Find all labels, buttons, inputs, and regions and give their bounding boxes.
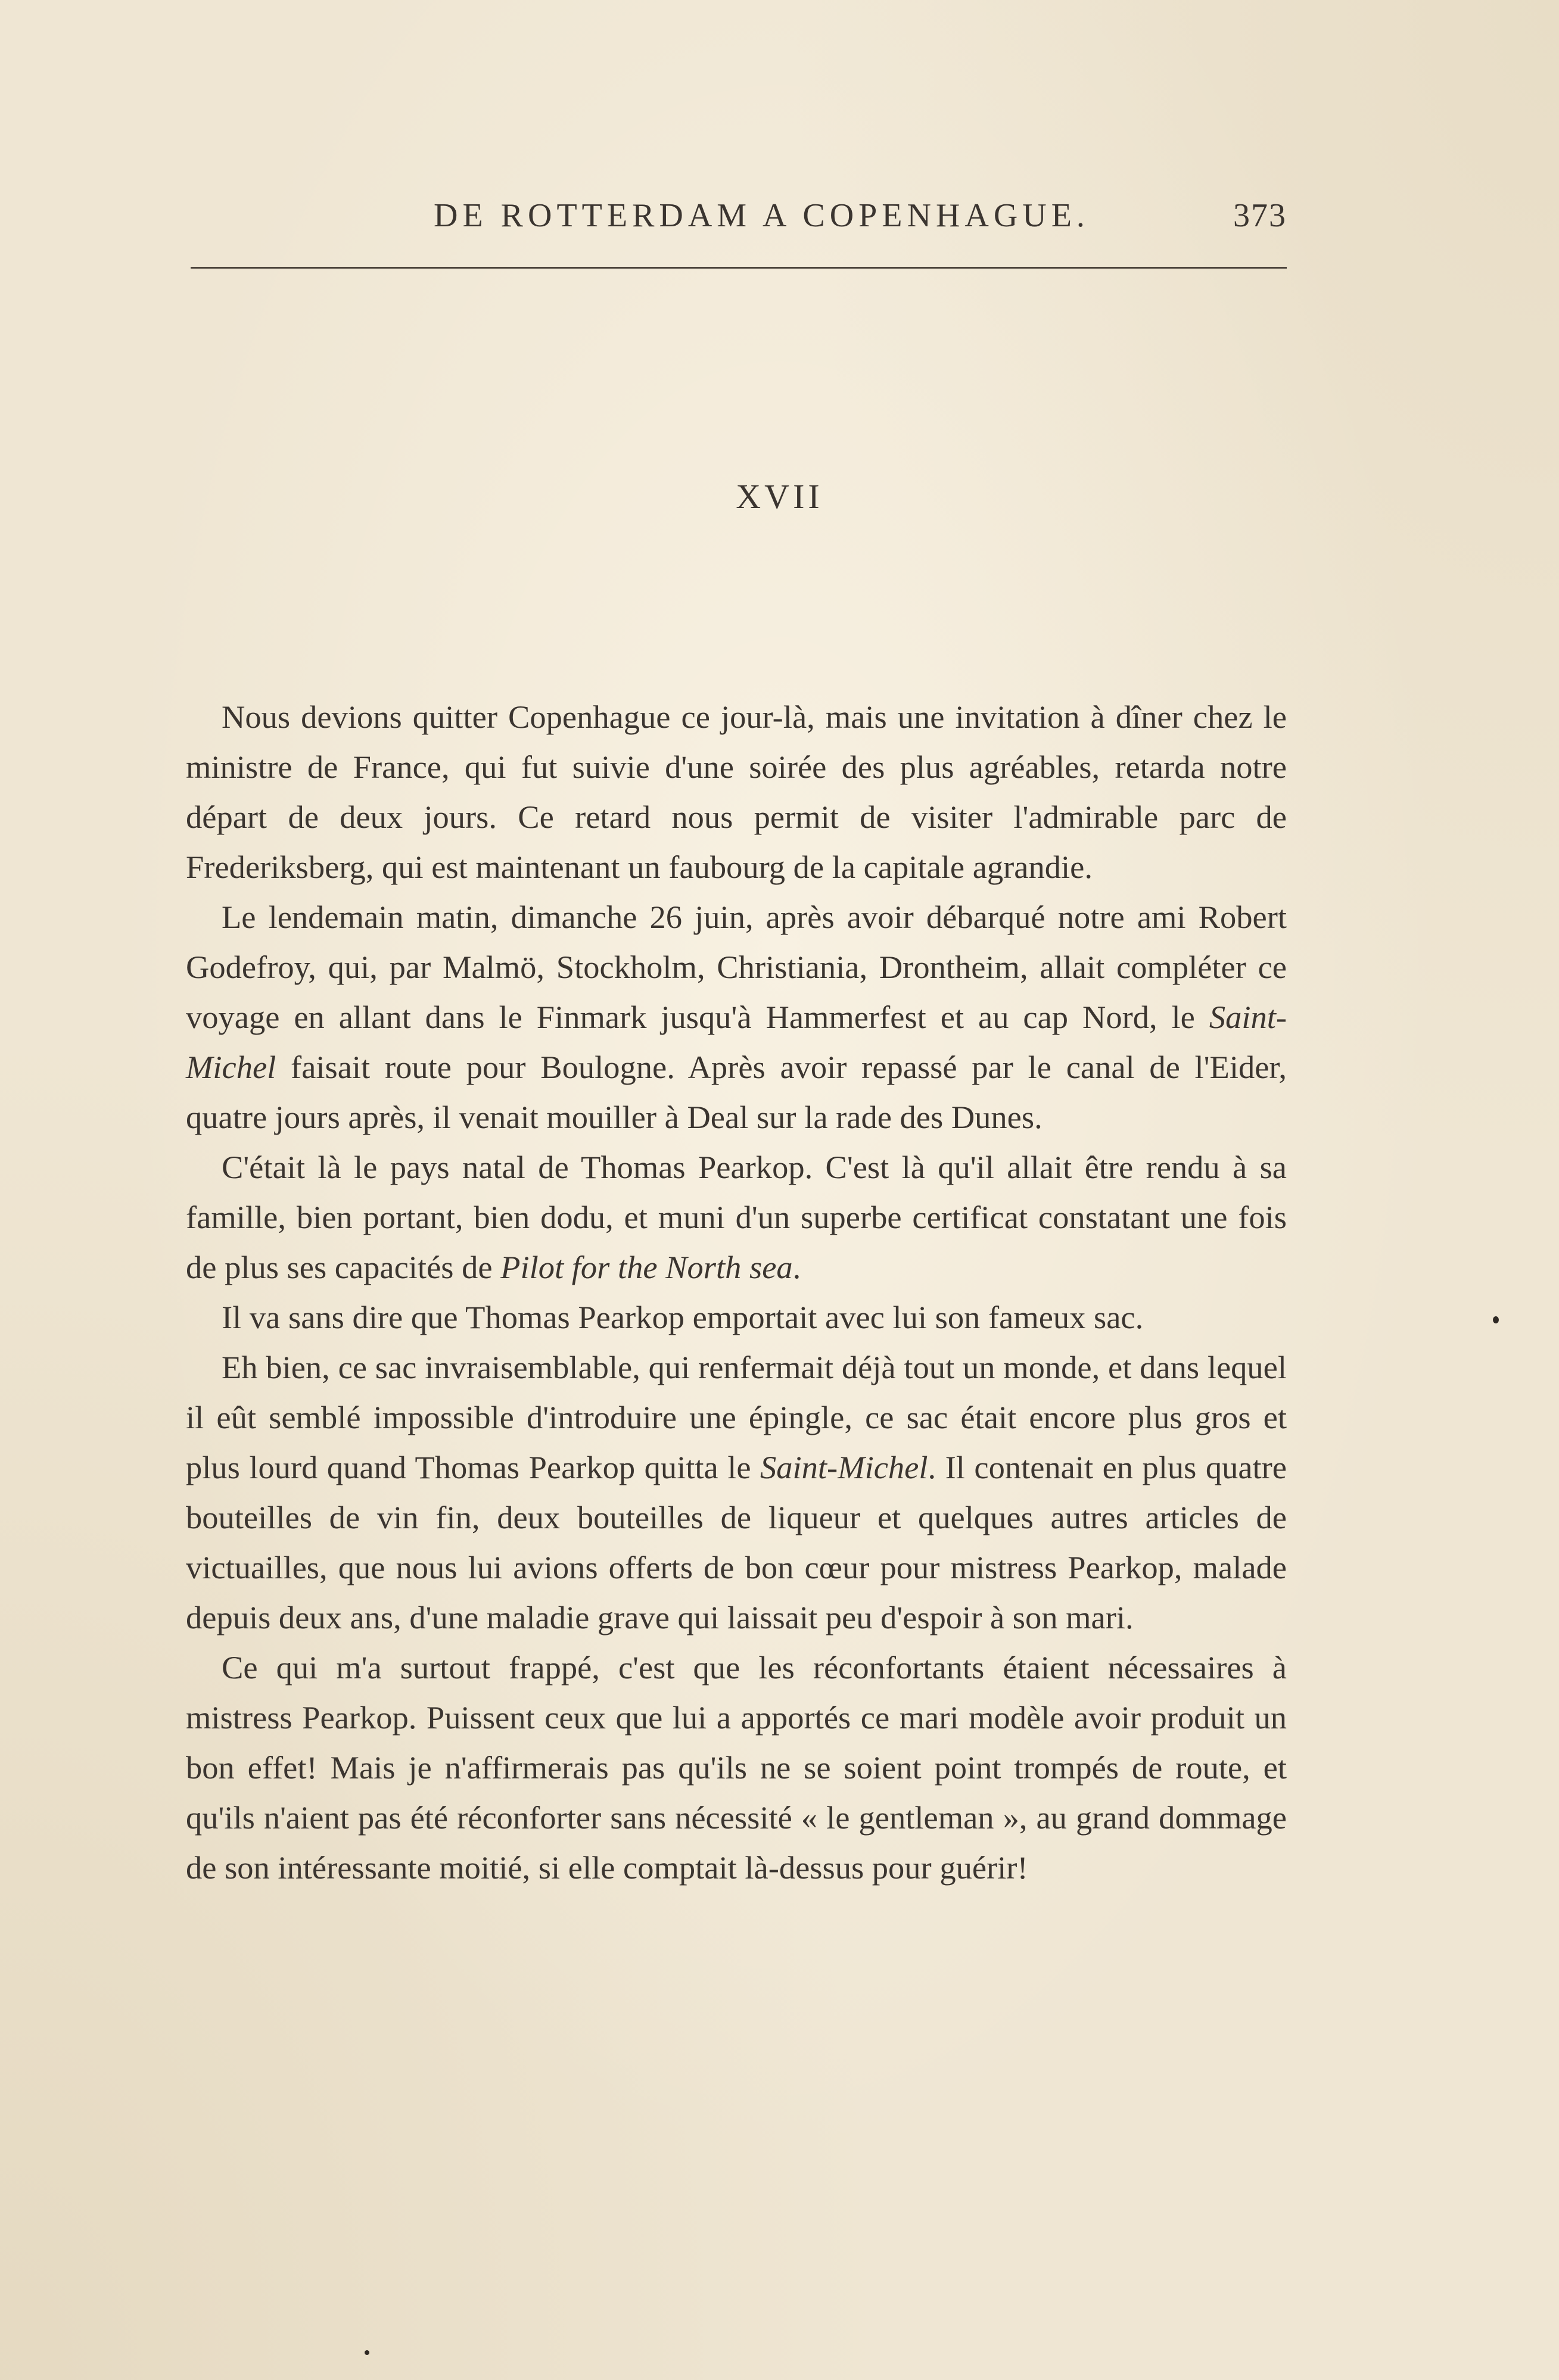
paragraph-text: Eh bien, ce sac invraisemblable, qui renfermait déjà tout un monde, et dans lequel il eût semblé impossible d'introduire une épingle, ce sac était encore plus gros et plus lourd quand Thomas Pearkop quitta le (186, 1349, 1287, 1485)
paper-speck (1493, 1316, 1499, 1323)
paragraph-3 (186, 1142, 1287, 1292)
ship-name: Saint-Michel (186, 999, 1287, 1085)
pilot-title: Pilot for the North sea (500, 1249, 793, 1285)
chapter-number: XVII (736, 477, 823, 516)
paper-speck (365, 2350, 369, 2355)
paragraph-text: Nous devions quitter Copenhague ce jour-là, mais une invitation à dîner chez le ministre de France, qui fut suivie d'une soirée des plus agréables, retarda notre départ de deux jours. Ce retard nous permit de visiter l'admirable parc de Frederiksberg, qui est maintenant un faubourg de la capitale agrandie. (186, 699, 1287, 885)
paragraph-5 (186, 1342, 1287, 1643)
ship-name: Saint-Michel (760, 1449, 928, 1485)
paragraph-text: faisait route pour Boulogne. Après avoir repassé par le canal de l'Eider, quatre jours après, il venait mouiller à Deal sur la rade des Dunes. (186, 1049, 1287, 1135)
paragraph-4 (186, 1292, 1287, 1342)
header-rule (191, 267, 1287, 269)
paragraph-1 (186, 692, 1287, 892)
paragraph-text: Le lendemain matin, dimanche 26 juin, après avoir débarqué notre ami Robert Godefroy, qui, par Malmö, Stockholm, Christiania, Drontheim, allait compléter ce voyage en allant dans le Finmark jusqu'à Hammerfest et au cap Nord, le (186, 899, 1287, 1035)
paragraph-text: Ce qui m'a surtout frappé, c'est que les réconfortants étaient nécessaires à mistress Pearkop. Puissent ceux que lui a apportés ce mari modèle avoir produit un bon effet! Mais je n'affirmerais pas qu'ils ne se soient point trompés de route, et qu'ils n'aient pas été réconforter sans nécessité « le gentleman », au grand dommage de son intéressante moitié, si elle comptait là-dessus pour guérir! (186, 1649, 1287, 1886)
paragraph-2 (186, 892, 1287, 1142)
body-text (186, 692, 1287, 1893)
running-head (191, 197, 1287, 244)
paragraph-text: . Il contenait en plus quatre bouteilles de vin fin, deux bouteilles de liqueur et quelques autres articles de victuailles, que nous lui avions offerts de bon cœur pour mistress Pearkop, malade depuis deux ans, d'une maladie grave qui laissait peu d'espoir à son mari. (186, 1449, 1287, 1636)
paragraph-6 (186, 1643, 1287, 1893)
paragraph-text: C'était là le pays natal de Thomas Pearkop. C'est là qu'il allait être rendu à sa famille, bien portant, bien dodu, et muni d'un superbe certificat constatant une fois de plus ses capacités de (186, 1149, 1287, 1285)
paragraph-text: Il va sans dire que Thomas Pearkop emportait avec lui son fameux sac. (222, 1299, 1144, 1335)
paragraph-text: . (792, 1249, 801, 1285)
running-title: DE ROTTERDAM A COPENHAGUE. (434, 197, 1090, 234)
page-number: 373 (1233, 197, 1287, 234)
